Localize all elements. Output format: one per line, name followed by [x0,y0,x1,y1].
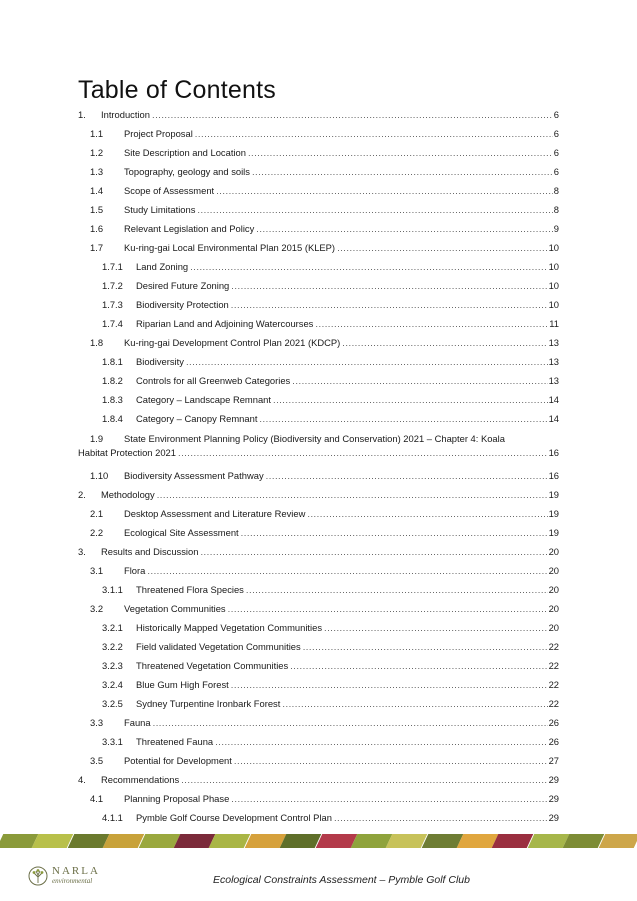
toc-entry-page: 22 [548,697,559,709]
toc-entry[interactable] [78,675,559,694]
toc-entry[interactable] [78,219,559,238]
toc-entry-number: 3.2 [90,602,104,614]
toc-entry-number: 1.8.1 [102,355,123,367]
toc-entry-page: 19 [548,507,559,519]
toc-entry-title: Desktop Assessment and Literature Review [124,507,306,519]
toc-leader-dots [231,679,548,691]
toc-entry-title: Field validated Vegetation Communities [136,640,301,652]
toc-entry-page: 10 [548,241,559,253]
toc-leader-dots [292,375,547,387]
toc-entry-number: 1.3 [90,165,104,177]
toc-entry-page: 27 [548,754,559,766]
toc-entry-number: 1.5 [90,203,104,215]
toc-leader-dots [342,337,547,349]
toc-entry[interactable] [78,181,559,200]
toc-entry-number: 3.2.4 [102,678,123,690]
toc-entry-title: Study Limitations [124,203,196,215]
toc-leader-dots [266,470,548,482]
toc-entry-page: 10 [548,260,559,272]
toc-entry-number: 3.2.1 [102,621,123,633]
page-title: Table of Contents [78,76,276,104]
toc-entry-page: 29 [548,773,559,785]
decorative-color-band [0,834,637,848]
toc-entry-number: 3.2.3 [102,659,123,671]
toc-entry-page: 10 [548,298,559,310]
toc-leader-dots [197,204,552,216]
toc-entry-title: Vegetation Communities [124,602,226,614]
toc-entry-number: 3.3.1 [102,735,123,747]
tree-logo-icon [28,866,48,886]
toc-entry-page: 16 [548,469,559,481]
toc-leader-dots [282,698,547,710]
toc-entry-title-continued: Habitat Protection 2021 [78,447,176,458]
toc-entry-title: Category – Landscape Remnant [136,393,271,405]
toc-entry[interactable] [78,257,559,276]
toc-entry-number: 1.8.4 [102,412,123,424]
toc-entry-page: 26 [548,735,559,747]
toc-leader-dots [200,546,547,558]
toc-leader-dots [157,489,548,501]
toc-entry-number: 1.7.3 [102,298,123,310]
toc-entry-number: 4. [78,773,86,785]
toc-entry-number: 3.3 [90,716,104,728]
toc-leader-dots [231,280,547,292]
toc-entry[interactable] [78,143,559,162]
toc-entry-page: 11 [549,317,559,329]
toc-entry-number: 1.7.4 [102,317,123,329]
toc-entry-page: 20 [548,602,559,614]
color-band-segment [598,834,637,848]
toc-entry-title: Controls for all Greenweb Categories [136,374,291,386]
table-of-contents [78,105,559,827]
toc-entry-title: Threatened Fauna [136,735,214,747]
toc-entry[interactable] [78,732,559,751]
toc-entry-title: Biodiversity Assessment Pathway [124,469,264,481]
toc-entry-page: 29 [548,811,559,823]
toc-entry[interactable] [78,561,559,580]
toc-entry-number: 1.4 [90,184,104,196]
toc-entry[interactable] [78,770,559,789]
toc-entry-number: 1.1 [90,127,104,139]
toc-entry-number: 3.1.1 [102,583,123,595]
toc-entry-title: Ku-ring-gai Local Environmental Plan 2015 (KLEP) [124,241,336,253]
toc-leader-dots [290,660,547,672]
toc-entry[interactable] [78,333,559,352]
toc-entry-page: 13 [548,355,559,367]
toc-entry[interactable] [78,124,559,143]
toc-entry-number: 1.9 [90,433,104,444]
toc-entry-number: 1.6 [90,222,104,234]
toc-entry-page: 14 [548,393,559,405]
toc-entry-title: Ku-ring-gai Development Control Plan 2021 (KDCP) [124,336,341,348]
toc-entry[interactable] [78,295,559,314]
toc-entry-page: 8 [553,203,559,215]
toc-entry[interactable] [78,390,559,409]
toc-entry-number: 3.1 [90,564,104,576]
toc-entry[interactable] [78,808,559,827]
toc-entry-page: 14 [548,412,559,424]
toc-entry[interactable] [78,352,559,371]
logo-subtitle: environmental [52,877,93,885]
toc-entry-page: 16 [548,447,559,458]
toc-entry-title: Sydney Turpentine Ironbark Forest [136,697,281,709]
logo-name: NARLA [52,865,100,877]
toc-entry-page: 9 [553,222,559,234]
toc-entry-number: 1.7.1 [102,260,123,272]
toc-entry[interactable] [78,428,559,466]
narla-logo [28,866,100,886]
toc-entry[interactable] [78,789,559,808]
toc-leader-dots [334,812,548,824]
toc-entry-title: Introduction [101,108,150,120]
toc-entry-title: Category – Canopy Remnant [136,412,258,424]
toc-entry[interactable] [78,580,559,599]
toc-entry-number: 2.1 [90,507,104,519]
toc-entry[interactable] [78,504,559,523]
toc-entry-page: 10 [548,279,559,291]
toc-entry[interactable] [78,314,559,333]
toc-leader-dots [315,318,548,330]
toc-entry-title: Desired Future Zoning [136,279,230,291]
toc-leader-dots [190,261,547,273]
toc-entry-page: 26 [548,716,559,728]
toc-entry[interactable] [78,751,559,770]
toc-entry[interactable] [78,637,559,656]
toc-entry[interactable] [78,371,559,390]
toc-leader-dots [303,641,548,653]
toc-entry[interactable] [78,162,559,181]
toc-entry[interactable] [78,105,559,124]
toc-leader-dots [228,603,548,615]
toc-entry-page: 19 [548,488,559,500]
toc-leader-dots [186,356,548,368]
toc-entry[interactable] [78,200,559,219]
toc-entry-title: Scope of Assessment [124,184,215,196]
toc-entry-title: Riparian Land and Adjoining Watercourses [136,317,314,329]
toc-leader-dots [259,413,547,425]
toc-leader-dots [234,755,548,767]
toc-entry[interactable] [78,523,559,542]
toc-entry-title: Biodiversity Protection [136,298,229,310]
toc-leader-dots [215,736,547,748]
toc-leader-dots [273,394,548,406]
toc-entry-title: Relevant Legislation and Policy [124,222,255,234]
toc-entry-page: 6 [553,127,559,139]
toc-entry-number: 1.7 [90,241,104,253]
toc-leader-dots [337,242,548,254]
toc-entry-title: Methodology [101,488,155,500]
toc-entry-title: Results and Discussion [101,545,199,557]
toc-entry-page: 22 [548,640,559,652]
toc-entry-number: 4.1.1 [102,811,123,823]
toc-entry-title: Biodiversity [136,355,184,367]
toc-entry-page: 6 [553,146,559,158]
toc-leader-dots [152,109,553,121]
toc-entry[interactable] [78,656,559,675]
toc-entry-page: 20 [548,564,559,576]
toc-leader-dots [153,717,548,729]
toc-entry[interactable] [78,466,559,485]
toc-entry-page: 6 [553,108,559,120]
toc-entry-title: Land Zoning [136,260,189,272]
toc-entry-page: 20 [548,545,559,557]
toc-entry-page: 8 [553,184,559,196]
toc-entry-title: Fauna [124,716,151,728]
toc-entry-page: 6 [553,165,559,177]
toc-entry[interactable] [78,238,559,257]
toc-leader-dots [147,565,547,577]
toc-entry-number: 2. [78,488,86,500]
toc-entry-number: 3. [78,545,86,557]
toc-entry-page: 20 [548,621,559,633]
toc-leader-dots [231,299,548,311]
toc-entry-number: 1.2 [90,146,104,158]
toc-entry[interactable] [78,409,559,428]
toc-entry-title: Historically Mapped Vegetation Communities [136,621,323,633]
toc-entry-page: 19 [548,526,559,538]
toc-leader-dots [246,584,548,596]
toc-entry[interactable] [78,542,559,561]
toc-entry-number: 2.2 [90,526,104,538]
toc-entry-title: Planning Proposal Phase [124,792,230,804]
toc-leader-dots [231,793,547,805]
toc-entry-number: 1. [78,108,86,120]
toc-leader-dots [324,622,548,634]
toc-entry-title: Flora [124,564,146,576]
toc-leader-dots [216,185,553,197]
toc-entry-number: 4.1 [90,792,104,804]
toc-entry-number: 3.2.5 [102,697,123,709]
toc-leader-dots [252,166,553,178]
footer-caption: Ecological Constraints Assessment – Pymble Golf Club [213,874,470,886]
toc-entry[interactable] [78,485,559,504]
toc-entry[interactable] [78,713,559,732]
toc-entry-title: Topography, geology and soils [124,165,250,177]
toc-entry-title: Site Description and Location [124,146,246,158]
toc-entry-title: Potential for Development [124,754,232,766]
toc-entry-page: 22 [548,678,559,690]
toc-leader-dots [307,508,547,520]
toc-entry-title: Threatened Vegetation Communities [136,659,289,671]
toc-entry-title: Project Proposal [124,127,193,139]
toc-entry-page: 29 [548,792,559,804]
toc-leader-dots [241,527,548,539]
toc-entry-title: State Environment Planning Policy (Biodiversity and Conservation) 2021 – Chapter 4: Koala [124,433,505,444]
toc-entry-page: 22 [548,659,559,671]
toc-entry-number: 1.10 [90,469,109,481]
toc-entry-page: 13 [548,374,559,386]
toc-entry-title: Threatened Flora Species [136,583,244,595]
toc-leader-dots [256,223,552,235]
toc-entry-number: 3.2.2 [102,640,123,652]
toc-entry[interactable] [78,599,559,618]
toc-entry-title: Blue Gum High Forest [136,678,229,690]
toc-leader-dots [248,147,553,159]
toc-leader-dots [181,774,547,786]
toc-entry-page: 13 [548,336,559,348]
toc-entry[interactable] [78,694,559,713]
toc-entry[interactable] [78,276,559,295]
toc-entry-title: Pymble Golf Course Development Control Plan [136,811,332,823]
toc-entry[interactable] [78,618,559,637]
toc-entry-number: 1.8.3 [102,393,123,405]
toc-leader-dots [195,128,553,140]
toc-leader-dots [178,447,548,459]
toc-entry-number: 1.7.2 [102,279,123,291]
toc-entry-number: 1.8.2 [102,374,123,386]
toc-entry-page: 20 [548,583,559,595]
toc-entry-title: Recommendations [101,773,180,785]
toc-entry-number: 3.5 [90,754,104,766]
toc-entry-number: 1.8 [90,336,104,348]
toc-entry-title: Ecological Site Assessment [124,526,239,538]
